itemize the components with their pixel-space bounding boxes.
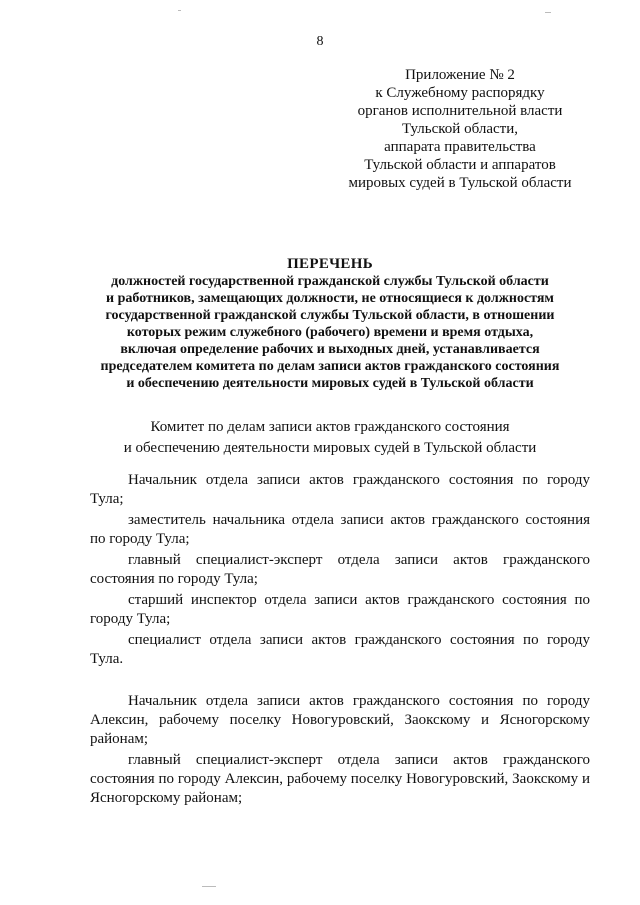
appendix-line: Приложение № 2 <box>405 67 515 83</box>
position-item: главный специалист-эксперт отдела записи актов гражданского состояния по городу Алексин, рабочему поселку Новогуровский, Заокскому и Ясногорскому районам; <box>90 752 590 806</box>
list-title-line: и работников, замещающих должности, не относящиеся к должностям <box>106 291 554 306</box>
position-item: Начальник отдела записи актов гражданского состояния по городу Алексин, рабочему поселку Новогуровский, Заокскому и Ясногорскому районам; <box>90 693 590 747</box>
list-title <box>60 256 600 392</box>
appendix-line: органов исполнительной власти <box>357 103 563 119</box>
list-title-line: которых режим служебного (рабочего) времени и время отдыха, <box>126 325 534 340</box>
position-item: заместитель начальника отдела записи актов гражданского состояния по городу Тула; <box>90 512 590 547</box>
scan-speck <box>202 886 216 887</box>
committee-heading <box>80 417 580 459</box>
list-heading: ПЕРЕЧЕНЬ <box>287 256 373 272</box>
committee-line: Комитет по делам записи актов гражданского состояния <box>150 419 510 435</box>
page-number: 8 <box>316 34 324 49</box>
position-item: Начальник отдела записи актов гражданского состояния по городу Тула; <box>90 472 590 507</box>
list-title-line: должностей государственной гражданской службы Тульской области <box>111 274 549 289</box>
list-title-line: председателем комитета по делам записи актов гражданского состояния <box>100 359 560 374</box>
list-title-line: государственной гражданской службы Тульской области, в отношении <box>105 308 555 323</box>
scan-speck <box>545 12 551 13</box>
appendix-block <box>340 66 580 192</box>
position-item: главный специалист-эксперт отдела записи актов гражданского состояния по городу Тула; <box>90 552 590 587</box>
appendix-line: аппарата правительства <box>384 139 536 155</box>
scan-speck <box>178 10 181 11</box>
positions-list <box>90 471 590 810</box>
list-title-line: включая определение рабочих и выходных дней, устанавливается <box>120 342 540 357</box>
appendix-line: Тульской области и аппаратов <box>364 157 556 173</box>
appendix-line: к Служебному распорядку <box>375 85 545 101</box>
list-title-line: и обеспечению деятельности мировых судей в Тульской области <box>126 376 534 391</box>
appendix-line: мировых судей в Тульской области <box>348 175 572 191</box>
committee-line: и обеспечению деятельности мировых судей в Тульской области <box>123 440 537 456</box>
appendix-line: Тульской области, <box>402 121 518 137</box>
position-item: старший инспектор отдела записи актов гражданского состояния по городу Тула; <box>90 592 590 627</box>
position-item: специалист отдела записи актов гражданского состояния по городу Тула. <box>90 632 590 667</box>
